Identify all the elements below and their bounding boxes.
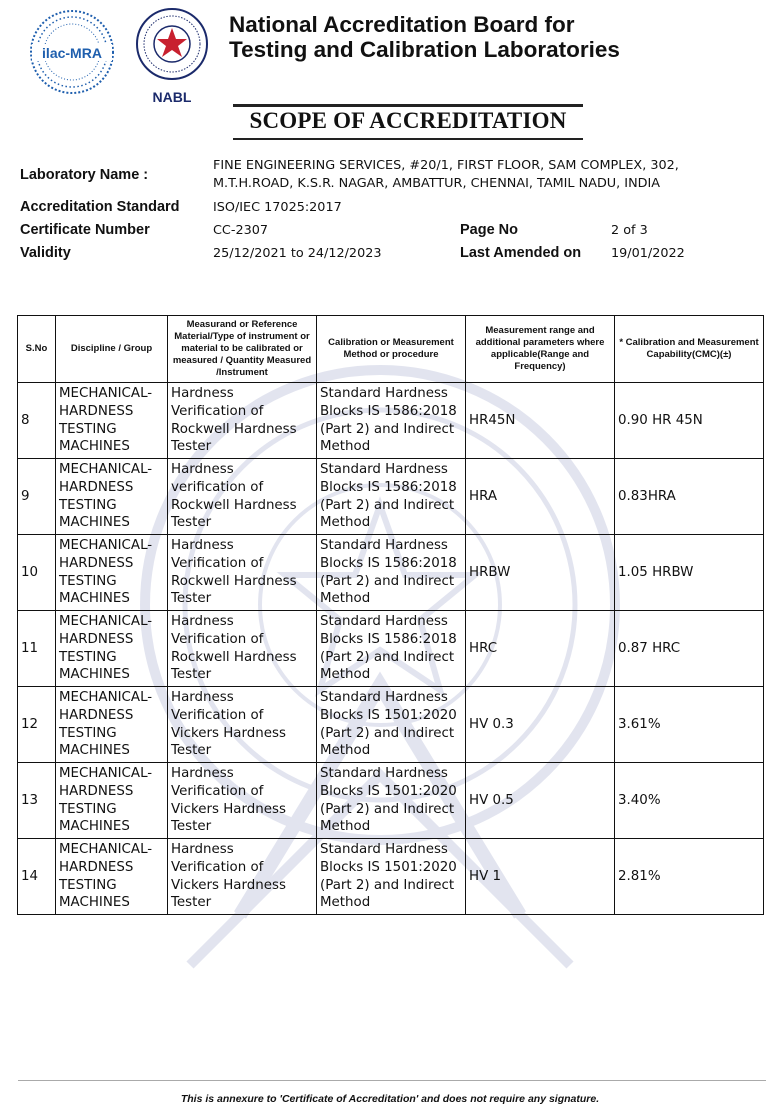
cell-range: HR45N bbox=[466, 383, 615, 459]
amended-label: Last Amended on bbox=[460, 245, 582, 261]
org-title-line2: Testing and Calibration Laboratories bbox=[229, 37, 620, 62]
cell-discipline: MECHANICAL- HARDNESS TESTING MACHINES bbox=[56, 383, 168, 459]
cell-measurand: Hardness Verification of Rockwell Hardness Tester bbox=[168, 535, 317, 611]
cell-range: HRA bbox=[466, 459, 615, 535]
cell-sno: 11 bbox=[18, 611, 56, 687]
page-label: Page No bbox=[460, 222, 519, 238]
lab-name-label: Laboratory Name : bbox=[20, 167, 149, 183]
cell-discipline: MECHANICAL- HARDNESS TESTING MACHINES bbox=[56, 763, 168, 839]
header-range: Measurement range and additional parameters where applicable(Range and Frequency) bbox=[466, 316, 615, 383]
cell-cmc: 0.87 HRC bbox=[615, 611, 764, 687]
cell-discipline: MECHANICAL- HARDNESS TESTING MACHINES bbox=[56, 535, 168, 611]
table-row bbox=[18, 839, 764, 915]
cell-measurand: Hardness Verification of Rockwell Hardness Tester bbox=[168, 383, 317, 459]
cell-range: HV 0.5 bbox=[466, 763, 615, 839]
ilac-logo-text: ilac-MRA bbox=[42, 45, 102, 61]
page-value: 2 of 3 bbox=[611, 223, 648, 238]
cell-sno: 14 bbox=[18, 839, 56, 915]
cell-discipline: MECHANICAL- HARDNESS TESTING MACHINES bbox=[56, 611, 168, 687]
cell-method: Standard Hardness Blocks IS 1501:2020 (Part 2) and Indirect Method bbox=[317, 839, 466, 915]
cell-method: Standard Hardness Blocks IS 1501:2020 (Part 2) and Indirect Method bbox=[317, 763, 466, 839]
cell-sno: 8 bbox=[18, 383, 56, 459]
cert-value: CC-2307 bbox=[213, 223, 269, 238]
cell-measurand: Hardness Verification of Vickers Hardness Tester bbox=[168, 763, 317, 839]
cell-cmc: 3.40% bbox=[615, 763, 764, 839]
cell-method: Standard Hardness Blocks IS 1586:2018 (Part 2) and Indirect Method bbox=[317, 459, 466, 535]
lab-name-line1: FINE ENGINEERING SERVICES, #20/1, FIRST FLOOR, SAM COMPLEX, 302, bbox=[213, 158, 679, 173]
cell-range: HRBW bbox=[466, 535, 615, 611]
table-row bbox=[18, 611, 764, 687]
cell-sno: 9 bbox=[18, 459, 56, 535]
scope-title: SCOPE OF ACCREDITATION bbox=[249, 108, 567, 133]
cell-measurand: Hardness Verification of Vickers Hardness Tester bbox=[168, 687, 317, 763]
cell-sno: 13 bbox=[18, 763, 56, 839]
cell-sno: 12 bbox=[18, 687, 56, 763]
header-sno: S.No bbox=[18, 316, 56, 383]
cell-measurand: Hardness Verification of Vickers Hardness Tester bbox=[168, 839, 317, 915]
cell-cmc: 1.05 HRBW bbox=[615, 535, 764, 611]
cell-cmc: 0.83HRA bbox=[615, 459, 764, 535]
cell-method: Standard Hardness Blocks IS 1586:2018 (Part 2) and Indirect Method bbox=[317, 535, 466, 611]
cert-label: Certificate Number bbox=[20, 222, 150, 238]
org-title-line1: National Accreditation Board for bbox=[229, 12, 575, 37]
title-rule-bottom bbox=[233, 138, 583, 140]
cell-measurand: Hardness verification of Rockwell Hardness Tester bbox=[168, 459, 317, 535]
amended-value: 19/01/2022 bbox=[611, 246, 685, 261]
lab-name-line2: M.T.H.ROAD, K.S.R. NAGAR, AMBATTUR, CHENNAI, TAMIL NADU, INDIA bbox=[213, 176, 661, 191]
cell-method: Standard Hardness Blocks IS 1586:2018 (Part 2) and Indirect Method bbox=[317, 383, 466, 459]
table-row bbox=[18, 535, 764, 611]
cell-method: Standard Hardness Blocks IS 1501:2020 (Part 2) and Indirect Method bbox=[317, 687, 466, 763]
nabl-logo bbox=[132, 6, 212, 106]
table-row bbox=[18, 687, 764, 763]
org-title bbox=[229, 12, 620, 62]
cell-sno: 10 bbox=[18, 535, 56, 611]
table-row bbox=[18, 383, 764, 459]
cell-measurand: Hardness Verification of Rockwell Hardness Tester bbox=[168, 611, 317, 687]
table-row bbox=[18, 459, 764, 535]
cell-range: HV 0.3 bbox=[466, 687, 615, 763]
nabl-logo-text: NABL bbox=[152, 89, 192, 105]
cell-discipline: MECHANICAL- HARDNESS TESTING MACHINES bbox=[56, 687, 168, 763]
cell-range: HV 1 bbox=[466, 839, 615, 915]
header-measurand: Measurand or Reference Material/Type of instrument or material to be calibrated or measured / Quantity Measured /Instrument bbox=[168, 316, 317, 383]
header-discipline: Discipline / Group bbox=[56, 316, 168, 383]
ilac-mra-logo bbox=[28, 8, 116, 96]
footer-divider bbox=[18, 1080, 766, 1081]
standard-label: Accreditation Standard bbox=[20, 199, 180, 215]
scope-table bbox=[17, 315, 764, 915]
cell-discipline: MECHANICAL- HARDNESS TESTING MACHINES bbox=[56, 459, 168, 535]
title-rule-top bbox=[233, 104, 583, 107]
cell-cmc: 3.61% bbox=[615, 687, 764, 763]
cell-cmc: 2.81% bbox=[615, 839, 764, 915]
header-method: Calibration or Measurement Method or procedure bbox=[317, 316, 466, 383]
cell-cmc: 0.90 HR 45N bbox=[615, 383, 764, 459]
cell-range: HRC bbox=[466, 611, 615, 687]
cell-discipline: MECHANICAL- HARDNESS TESTING MACHINES bbox=[56, 839, 168, 915]
footer-note: This is annexure to 'Certificate of Accreditation' and does not require any signature. bbox=[180, 1093, 600, 1105]
table-header-row bbox=[18, 316, 764, 383]
table-row bbox=[18, 763, 764, 839]
standard-value: ISO/IEC 17025:2017 bbox=[213, 200, 342, 215]
validity-label: Validity bbox=[20, 245, 71, 261]
validity-value: 25/12/2021 to 24/12/2023 bbox=[213, 246, 382, 261]
cell-method: Standard Hardness Blocks IS 1586:2018 (Part 2) and Indirect Method bbox=[317, 611, 466, 687]
header-cmc: * Calibration and Measurement Capability(CMC)(±) bbox=[615, 316, 764, 383]
